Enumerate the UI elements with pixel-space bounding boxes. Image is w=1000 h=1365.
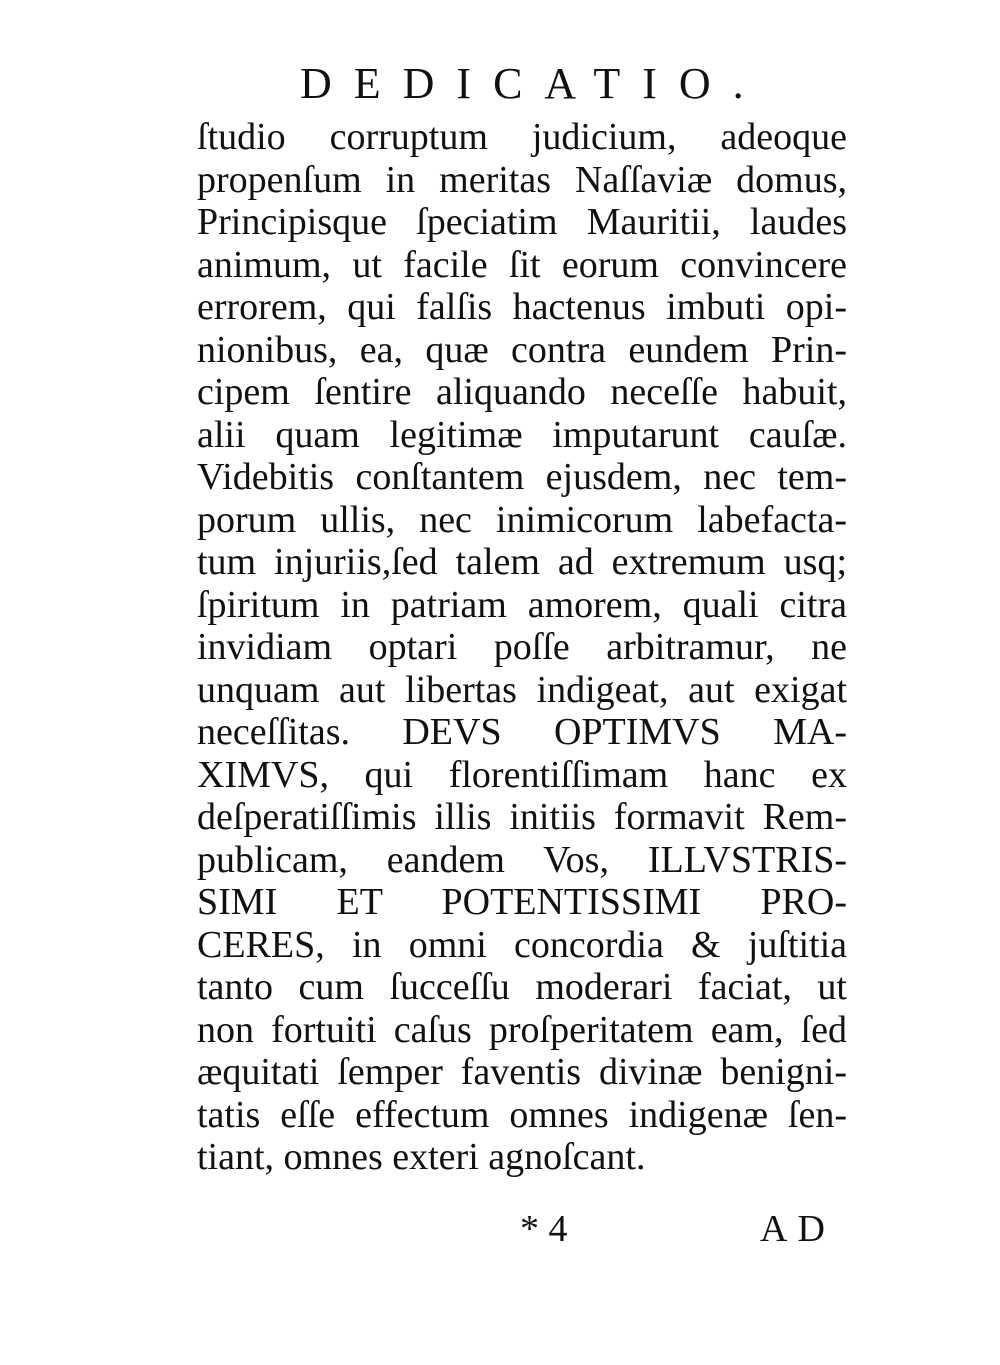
text-line: nionibus, ea, quæ contra eundem Prin-	[197, 328, 847, 371]
text-line: CERES, in omni concordia & juſtitia	[197, 923, 847, 966]
text-line: Principisque ſpeciatim Mauritii, laudes	[197, 201, 847, 243]
text-line: tiant, omnes exteri agnoſcant.	[197, 1136, 646, 1178]
text-line: porum ullis, nec inimicorum labefacta-	[197, 498, 847, 541]
text-line: deſperatiſſimis illis initiis formavit Rem-	[197, 796, 847, 838]
dedication-text	[197, 116, 847, 1179]
text-line: ſtudio corruptum judicium, adeoque	[197, 116, 847, 158]
text-line: SIMI ET POTENTISSIMI PRO-	[197, 881, 847, 923]
text-line: animum, ut facile ſit eorum convincere	[197, 243, 847, 286]
text-line: tatis eſſe effectum omnes indigenæ ſen-	[197, 1093, 847, 1136]
text-line: publicam, eandem Vos, ILLVSTRIS-	[197, 838, 847, 881]
text-line: XIMVS, qui florentiſſimam hanc ex	[197, 753, 847, 796]
text-line: æquitati ſemper faventis divinæ benigni-	[197, 1051, 847, 1093]
catchword: AD	[760, 1208, 835, 1250]
text-line: errorem, qui falſis hactenus imbuti opi-	[197, 286, 847, 328]
text-line: cipem ſentire aliquando neceſſe habuit,	[197, 371, 847, 413]
text-line: alii quam legitimæ imputarunt cauſæ.	[197, 413, 847, 456]
signature-mark: * 4	[520, 1208, 568, 1250]
text-line: ſpiritum in patriam amorem, quali citra	[197, 583, 847, 626]
text-line: Videbitis conſtantem ejusdem, nec tem-	[197, 456, 847, 498]
running-head: DEDICATIO.	[300, 59, 766, 108]
text-line: unquam aut libertas indigeat, aut exigat	[197, 668, 847, 711]
text-line: neceſſitas. DEVS OPTIMVS MA-	[197, 711, 847, 753]
text-line: propenſum in meritas Naſſaviæ domus,	[197, 158, 847, 201]
text-line: tum injuriis,ſed talem ad extremum usq;	[197, 541, 847, 583]
text-line: tanto cum ſucceſſu moderari faciat, ut	[197, 966, 847, 1008]
text-line: non fortuiti caſus proſperitatem eam, ſed	[197, 1008, 847, 1051]
text-line: invidiam optari poſſe arbitramur, ne	[197, 626, 847, 668]
